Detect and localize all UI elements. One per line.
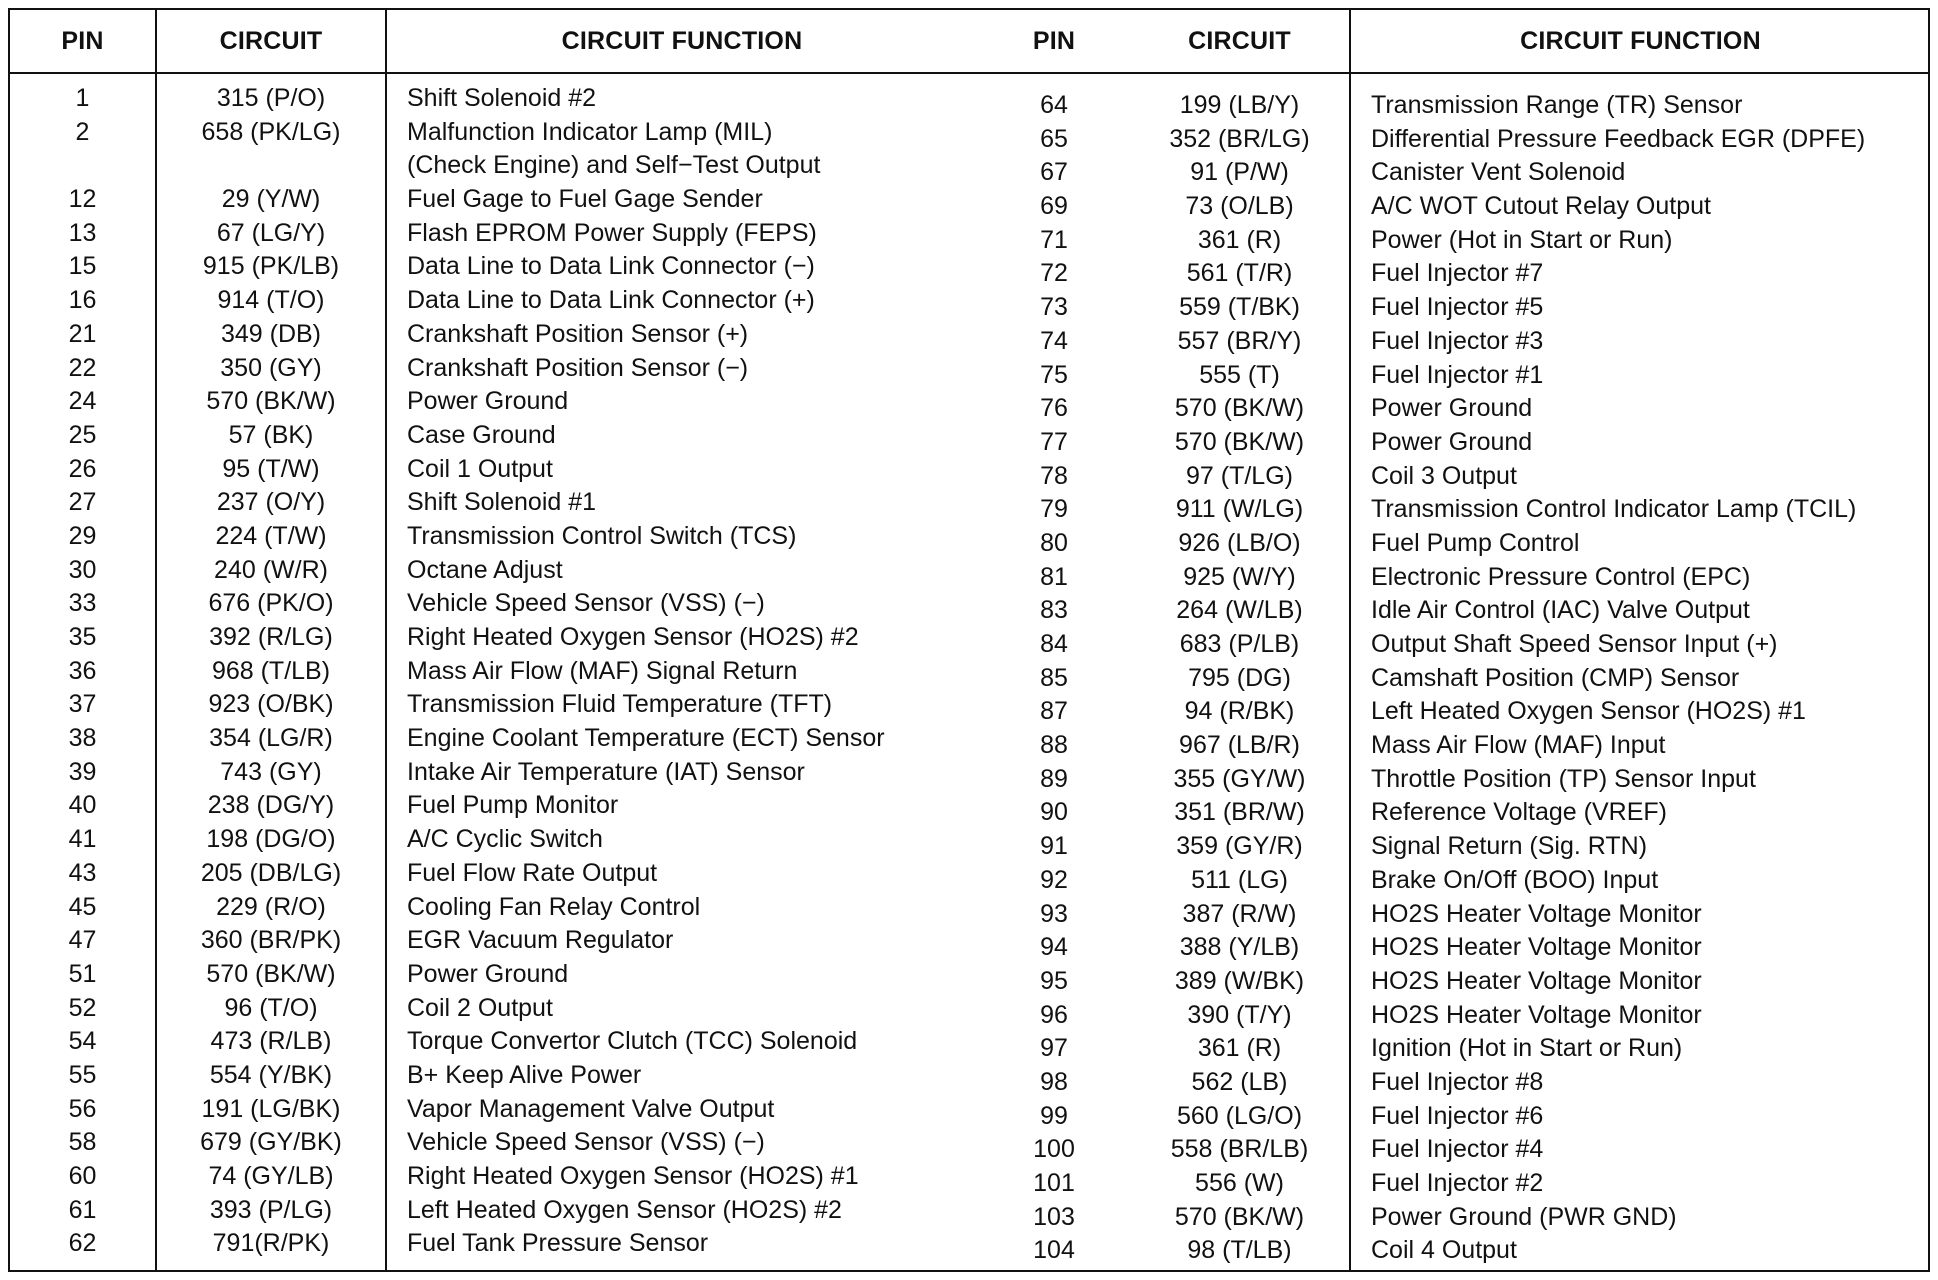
circuit-cell: 679 (GY/BK) xyxy=(200,1128,342,1157)
function-cell: Right Heated Oxygen Sensor (HO2S) #2 xyxy=(407,623,859,651)
pin-cell: 64 xyxy=(1040,91,1068,119)
pin-cell: 29 xyxy=(68,521,97,550)
pin-cell: 26 xyxy=(68,454,97,483)
function-cell: B+ Keep Alive Power xyxy=(407,1060,642,1089)
pin-cell: 96 xyxy=(1040,1000,1068,1029)
left-pin-column xyxy=(10,82,155,1261)
pin-cell: 33 xyxy=(68,589,97,618)
circuit-cell: 923 (O/BK) xyxy=(208,690,334,719)
pin-cell: 24 xyxy=(68,387,97,416)
function-cell: HO2S Heater Voltage Monitor xyxy=(1371,966,1702,995)
function-cell: Vapor Management Valve Output xyxy=(407,1094,775,1123)
function-cell: Electronic Pressure Control (EPC) xyxy=(1371,562,1751,591)
function-cell: Engine Coolant Temperature (ECT) Sensor xyxy=(407,724,885,753)
circuit-cell: 349 (DB) xyxy=(220,319,322,348)
pin-cell: 51 xyxy=(68,959,97,988)
header-circuit-right: CIRCUIT xyxy=(1188,27,1291,55)
function-cell: Camshaft Position (CMP) Sensor xyxy=(1371,663,1740,692)
pin-cell: 1 xyxy=(75,84,90,112)
function-cell: Vehicle Speed Sensor (VSS) (−) xyxy=(407,1128,765,1157)
function-cell: Left Heated Oxygen Sensor (HO2S) #1 xyxy=(1371,697,1806,726)
pin-cell: 89 xyxy=(1040,764,1068,793)
pin-cell: 65 xyxy=(1040,124,1068,153)
function-cell: Signal Return (Sig. RTN) xyxy=(1371,832,1648,861)
function-cell: Crankshaft Position Sensor (−) xyxy=(407,353,749,382)
function-cell: Fuel Injector #4 xyxy=(1371,1135,1544,1164)
pin-cell: 56 xyxy=(68,1094,97,1123)
circuit-cell xyxy=(157,149,385,183)
circuit-cell: 237 (O/Y) xyxy=(216,488,326,517)
function-cell: Mass Air Flow (MAF) Signal Return xyxy=(407,656,798,685)
circuit-cell: 359 (GY/R) xyxy=(1176,832,1303,861)
circuit-cell: 360 (BR/PK) xyxy=(200,926,342,955)
circuit-cell: 95 (T/W) xyxy=(222,454,320,483)
function-cell: Flash EPROM Power Supply (FEPS) xyxy=(407,218,817,247)
function-cell: Power Ground xyxy=(1371,394,1533,423)
circuit-cell: 98 (T/LB) xyxy=(1187,1236,1292,1265)
circuit-cell: 570 (BK/W) xyxy=(1174,1202,1305,1231)
circuit-cell: 240 (W/R) xyxy=(214,555,328,584)
function-cell: Coil 4 Output xyxy=(1371,1236,1517,1265)
pin-cell: 22 xyxy=(68,353,97,382)
pin-cell: 67 xyxy=(1040,158,1068,187)
pin-cell: 58 xyxy=(68,1128,97,1157)
circuit-cell: 795 (DG) xyxy=(1188,663,1291,692)
pin-cell: 72 xyxy=(1040,259,1068,288)
circuit-cell: 555 (T) xyxy=(1199,360,1280,389)
header-function-right: CIRCUIT FUNCTION xyxy=(1520,27,1761,55)
right-pin-column xyxy=(978,89,1130,1268)
pin-cell: 94 xyxy=(1040,933,1068,962)
circuit-cell: 387 (R/W) xyxy=(1182,899,1297,928)
pin-cell: 84 xyxy=(1040,630,1068,658)
function-cell: Fuel Injector #5 xyxy=(1371,293,1544,322)
pin-cell: 98 xyxy=(1040,1067,1068,1096)
pin-cell: 95 xyxy=(1040,966,1068,995)
pin-cell: 87 xyxy=(1040,697,1068,726)
pin-cell: 83 xyxy=(1040,596,1068,625)
pin-cell: 76 xyxy=(1040,394,1068,423)
function-cell: Fuel Pump Monitor xyxy=(407,791,619,820)
function-cell: Left Heated Oxygen Sensor (HO2S) #2 xyxy=(407,1195,842,1224)
function-cell: Fuel Flow Rate Output xyxy=(407,858,658,887)
circuit-cell: 676 (PK/O) xyxy=(208,589,334,618)
circuit-cell: 29 (Y/W) xyxy=(221,185,321,214)
circuit-cell: 658 (PK/LG) xyxy=(201,117,341,146)
function-cell: Idle Air Control (IAC) Valve Output xyxy=(1371,596,1750,625)
header-function-left: CIRCUIT FUNCTION xyxy=(561,27,803,55)
circuit-cell: 199 (LB/Y) xyxy=(1179,91,1300,119)
circuit-cell: 73 (O/LB) xyxy=(1185,192,1294,221)
circuit-cell: 570 (BK/W) xyxy=(1174,394,1305,423)
function-cell: Data Line to Data Link Connector (+) xyxy=(407,286,815,315)
circuit-cell: 205 (DB/LG) xyxy=(200,858,342,887)
pin-cell: 73 xyxy=(1040,293,1068,322)
left-circuit-column xyxy=(157,82,385,1261)
circuit-cell: 915 (PK/LB) xyxy=(202,252,340,281)
pin-cell: 78 xyxy=(1040,461,1068,490)
function-cell: Crankshaft Position Sensor (+) xyxy=(407,319,749,348)
function-cell: Fuel Gage to Fuel Gage Sender xyxy=(407,185,763,214)
left-function-column xyxy=(387,82,977,1261)
pin-cell: 80 xyxy=(1040,528,1068,557)
pinout-table xyxy=(8,8,1930,1272)
function-cell: Octane Adjust xyxy=(407,555,563,584)
function-cell: HO2S Heater Voltage Monitor xyxy=(1371,899,1702,928)
pin-cell: 27 xyxy=(68,488,97,517)
pin-cell: 93 xyxy=(1040,899,1068,928)
circuit-cell: 264 (W/LB) xyxy=(1176,596,1303,625)
circuit-cell: 570 (BK/W) xyxy=(206,387,336,416)
circuit-cell: 967 (LB/R) xyxy=(1179,731,1300,760)
pin-cell: 81 xyxy=(1040,562,1068,591)
pin-cell: 39 xyxy=(68,757,97,786)
pin-cell: 2 xyxy=(75,117,90,146)
pin-cell: 13 xyxy=(68,218,97,247)
function-cell: Power (Hot in Start or Run) xyxy=(1371,225,1673,254)
pin-cell xyxy=(10,149,155,183)
circuit-cell: 791(R/PK) xyxy=(212,1229,330,1258)
function-cell: Data Line to Data Link Connector (−) xyxy=(407,252,815,281)
header-circuit-left: CIRCUIT xyxy=(219,27,323,55)
pin-cell: 60 xyxy=(68,1162,97,1190)
circuit-cell: 570 (BK/W) xyxy=(1174,427,1305,456)
circuit-cell: 926 (LB/O) xyxy=(1178,528,1301,557)
circuit-cell: 393 (P/LG) xyxy=(209,1195,333,1224)
function-cell: Coil 2 Output xyxy=(407,993,553,1022)
pin-cell: 77 xyxy=(1040,427,1068,456)
function-cell: Output Shaft Speed Sensor Input (+) xyxy=(1371,630,1778,658)
circuit-cell: 473 (R/LB) xyxy=(210,1027,332,1056)
function-cell: (Check Engine) and Self−Test Output xyxy=(407,151,821,180)
circuit-cell: 361 (R) xyxy=(1197,225,1282,254)
circuit-cell: 388 (Y/LB) xyxy=(1179,933,1300,962)
header-pin-left: PIN xyxy=(61,27,104,55)
function-cell: Malfunction Indicator Lamp (MIL) xyxy=(407,117,773,146)
pin-cell: 69 xyxy=(1040,192,1068,221)
function-cell: Right Heated Oxygen Sensor (HO2S) #1 xyxy=(407,1162,859,1190)
function-cell: Canister Vent Solenoid xyxy=(1371,158,1626,187)
circuit-cell: 351 (BR/W) xyxy=(1174,798,1305,827)
pin-cell: 74 xyxy=(1040,326,1068,355)
header-divider xyxy=(10,72,1928,74)
pin-cell: 92 xyxy=(1040,865,1068,894)
function-cell: HO2S Heater Voltage Monitor xyxy=(1371,1000,1702,1029)
pin-cell: 85 xyxy=(1040,663,1068,692)
circuit-cell: 315 (P/O) xyxy=(216,84,326,112)
circuit-cell: 229 (R/O) xyxy=(216,892,326,921)
circuit-cell: 354 (LG/R) xyxy=(209,724,333,753)
function-cell: Transmission Control Switch (TCS) xyxy=(407,521,797,550)
function-cell: Fuel Injector #3 xyxy=(1371,326,1544,355)
circuit-cell: 352 (BR/LG) xyxy=(1169,124,1310,153)
circuit-cell: 57 (BK) xyxy=(228,420,314,449)
function-cell: Vehicle Speed Sensor (VSS) (−) xyxy=(407,589,765,618)
function-cell: HO2S Heater Voltage Monitor xyxy=(1371,933,1702,962)
function-cell: Throttle Position (TP) Sensor Input xyxy=(1371,764,1756,793)
pin-cell: 36 xyxy=(68,656,97,685)
function-cell: Fuel Injector #2 xyxy=(1371,1169,1544,1197)
function-cell: Mass Air Flow (MAF) Input xyxy=(1371,731,1666,760)
right-circuit-column xyxy=(1130,89,1349,1268)
function-cell: EGR Vacuum Regulator xyxy=(407,926,674,955)
pin-cell: 88 xyxy=(1040,731,1068,760)
pin-cell: 16 xyxy=(68,286,97,315)
circuit-cell: 355 (GY/W) xyxy=(1173,764,1306,793)
pin-cell: 90 xyxy=(1040,798,1068,827)
function-cell: Power Ground xyxy=(407,387,569,416)
pin-cell: 37 xyxy=(68,690,97,719)
function-cell: Power Ground xyxy=(1371,427,1533,456)
function-cell: Intake Air Temperature (IAT) Sensor xyxy=(407,757,805,786)
circuit-cell: 74 (GY/LB) xyxy=(208,1162,334,1190)
function-cell: A/C Cyclic Switch xyxy=(407,825,603,854)
circuit-cell: 556 (W) xyxy=(1195,1169,1284,1197)
circuit-cell: 96 (T/O) xyxy=(224,993,318,1022)
pin-cell: 15 xyxy=(68,252,97,281)
circuit-cell: 390 (T/Y) xyxy=(1187,1000,1292,1029)
function-cell: Coil 3 Output xyxy=(1371,461,1517,490)
circuit-cell: 361 (R) xyxy=(1197,1034,1282,1063)
function-cell: Shift Solenoid #2 xyxy=(407,84,597,112)
circuit-cell: 570 (BK/W) xyxy=(206,959,336,988)
function-cell: Torque Convertor Clutch (TCC) Solenoid xyxy=(407,1027,858,1056)
pin-cell: 101 xyxy=(1033,1169,1075,1197)
circuit-cell: 925 (W/Y) xyxy=(1183,562,1296,591)
pin-cell: 79 xyxy=(1040,495,1068,524)
pin-cell: 61 xyxy=(68,1195,97,1224)
right-function-column xyxy=(1351,89,1930,1268)
pin-cell: 103 xyxy=(1033,1202,1075,1231)
function-cell: Cooling Fan Relay Control xyxy=(407,892,701,921)
circuit-cell: 198 (DG/O) xyxy=(206,825,336,854)
pin-cell: 47 xyxy=(68,926,97,955)
function-cell: Transmission Range (TR) Sensor xyxy=(1371,91,1743,119)
function-cell: Power Ground xyxy=(407,959,569,988)
function-cell: Fuel Injector #6 xyxy=(1371,1101,1544,1130)
circuit-cell: 91 (P/W) xyxy=(1190,158,1289,187)
circuit-cell: 94 (R/BK) xyxy=(1184,697,1295,726)
pin-cell: 12 xyxy=(68,185,97,214)
function-cell: Fuel Tank Pressure Sensor xyxy=(407,1229,709,1258)
pin-cell: 62 xyxy=(68,1229,97,1258)
pin-cell: 99 xyxy=(1040,1101,1068,1130)
function-cell: Case Ground xyxy=(407,420,556,449)
circuit-cell: 559 (T/BK) xyxy=(1179,293,1300,322)
function-cell: Coil 1 Output xyxy=(407,454,553,483)
pin-cell: 43 xyxy=(68,858,97,887)
circuit-cell: 97 (T/LG) xyxy=(1186,461,1293,490)
circuit-cell: 743 (GY) xyxy=(220,757,322,786)
circuit-cell: 558 (BR/LB) xyxy=(1170,1135,1309,1164)
pin-cell: 25 xyxy=(68,420,97,449)
pin-cell: 71 xyxy=(1040,225,1068,254)
function-cell: A/C WOT Cutout Relay Output xyxy=(1371,192,1711,221)
circuit-cell: 557 (BR/Y) xyxy=(1177,326,1302,355)
circuit-cell: 968 (T/LB) xyxy=(211,656,331,685)
function-cell: Power Ground (PWR GND) xyxy=(1371,1202,1677,1231)
pin-cell: 21 xyxy=(68,319,97,348)
circuit-cell: 238 (DG/Y) xyxy=(207,791,335,820)
circuit-cell: 683 (P/LB) xyxy=(1179,630,1300,658)
circuit-cell: 554 (Y/BK) xyxy=(209,1060,333,1089)
pin-cell: 35 xyxy=(68,623,97,651)
pin-cell: 54 xyxy=(68,1027,97,1056)
pin-cell: 30 xyxy=(68,555,97,584)
circuit-cell: 67 (LG/Y) xyxy=(216,218,326,247)
circuit-cell: 224 (T/W) xyxy=(215,521,327,550)
function-cell: Reference Voltage (VREF) xyxy=(1371,798,1667,827)
circuit-cell: 392 (R/LG) xyxy=(209,623,333,651)
pin-cell: 55 xyxy=(68,1060,97,1089)
pin-cell: 52 xyxy=(68,993,97,1022)
pin-cell: 75 xyxy=(1040,360,1068,389)
function-cell: Fuel Injector #7 xyxy=(1371,259,1544,288)
function-cell: Shift Solenoid #1 xyxy=(407,488,597,517)
circuit-cell: 511 (LG) xyxy=(1191,865,1288,894)
circuit-cell: 389 (W/BK) xyxy=(1174,966,1305,995)
circuit-cell: 560 (LG/O) xyxy=(1176,1101,1303,1130)
circuit-cell: 562 (LB) xyxy=(1191,1067,1288,1096)
function-cell: Fuel Injector #8 xyxy=(1371,1067,1544,1096)
function-cell: Brake On/Off (BOO) Input xyxy=(1371,865,1659,894)
pin-cell: 45 xyxy=(68,892,97,921)
circuit-cell: 191 (LG/BK) xyxy=(201,1094,341,1123)
pin-cell: 104 xyxy=(1033,1236,1075,1265)
circuit-cell: 911 (W/LG) xyxy=(1175,495,1304,524)
pin-cell: 38 xyxy=(68,724,97,753)
function-cell: Transmission Control Indicator Lamp (TCIL) xyxy=(1371,495,1857,524)
function-cell: Ignition (Hot in Start or Run) xyxy=(1371,1034,1683,1063)
pin-cell: 40 xyxy=(68,791,97,820)
pin-cell: 91 xyxy=(1040,832,1068,861)
pin-cell: 97 xyxy=(1040,1034,1068,1063)
function-cell: Transmission Fluid Temperature (TFT) xyxy=(407,690,833,719)
circuit-cell: 350 (GY) xyxy=(220,353,322,382)
circuit-cell: 561 (T/R) xyxy=(1186,259,1293,288)
header-pin-right: PIN xyxy=(1032,27,1076,55)
function-cell: Fuel Injector #1 xyxy=(1371,360,1544,389)
circuit-cell: 914 (T/O) xyxy=(217,286,325,315)
pin-cell: 41 xyxy=(68,825,97,854)
pin-cell: 100 xyxy=(1033,1135,1075,1164)
function-cell: Fuel Pump Control xyxy=(1371,528,1580,557)
function-cell: Differential Pressure Feedback EGR (DPFE) xyxy=(1371,124,1866,153)
